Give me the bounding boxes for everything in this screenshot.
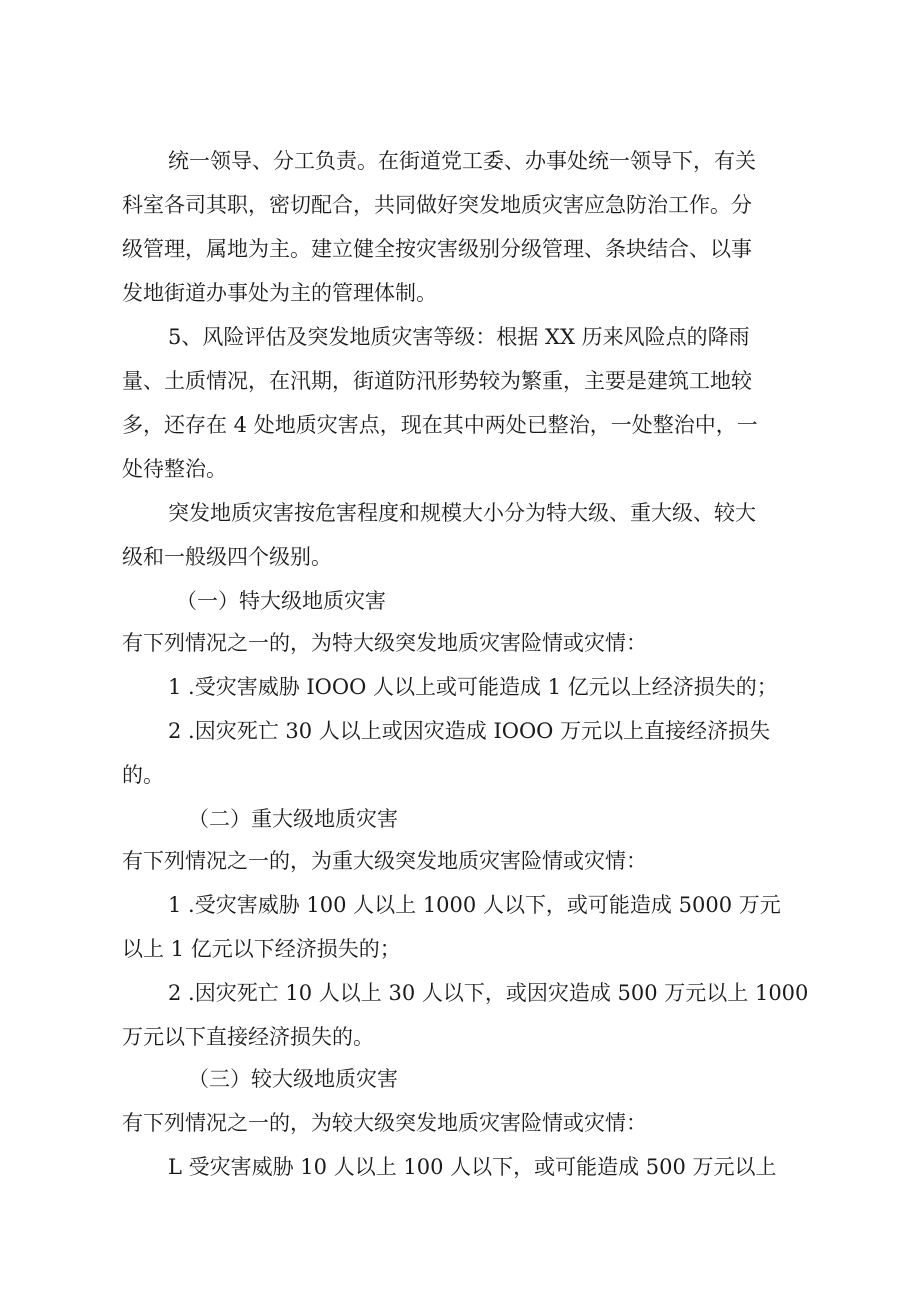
body-line-21: 万元以下直接经济损失的。: [122, 1025, 374, 1049]
body-line-19: 以上 1 亿元以下经济损失的；: [122, 937, 401, 961]
body-line-3: 级管理，属地为主。建立健全按灾害级别分级管理、条块结合、以事: [122, 237, 752, 261]
body-line-14: 2 .因灾死亡 30 人以上或因灾造成 IOOO 万元以上直接经济损失: [168, 719, 771, 743]
section-heading-1: （一）特大级地质灾害: [176, 589, 386, 613]
body-line-4: 发地街道办事处为主的管理体制。: [122, 281, 437, 305]
body-line-13: 1 .受灾害威胁 IOOO 人以上或可能造成 1 亿元以上经济损失的；: [168, 675, 778, 699]
body-line-9: 突发地质灾害按危害程度和规模大小分为特大级、重大级、较大: [168, 501, 756, 525]
body-line-20: 2 .因灾死亡 10 人以上 30 人以下，或因灾造成 500 万元以上 1000: [168, 981, 809, 1005]
body-line-12: 有下列情况之一的，为特大级突发地质灾害险情或灾情：: [122, 631, 647, 655]
body-line-8: 处待整治。: [122, 457, 227, 481]
section-heading-2: （二）重大级地质灾害: [188, 807, 398, 831]
body-line-5: 5、风险评估及突发地质灾害等级：根据 XX 历来风险点的降雨: [168, 325, 750, 349]
body-line-24: L 受灾害威胁 10 人以上 100 人以下，或可能造成 500 万元以上: [168, 1155, 777, 1179]
body-line-10: 级和一般级四个级别。: [122, 545, 332, 569]
body-line-1: 统一领导、分工负责。在街道党工委、办事处统一领导下，有关: [168, 149, 756, 173]
body-line-23: 有下列情况之一的，为较大级突发地质灾害险情或灾情：: [122, 1111, 647, 1135]
body-line-17: 有下列情况之一的，为重大级突发地质灾害险情或灾情：: [122, 849, 647, 873]
body-line-6: 量、土质情况，在汛期，街道防汛形势较为繁重，主要是建筑工地较: [122, 369, 752, 393]
section-heading-3: （三）较大级地质灾害: [188, 1067, 398, 1091]
body-line-15: 的。: [122, 763, 164, 787]
body-line-7: 多，还存在 4 处地质灾害点，现在其中两处已整治，一处整治中，一: [122, 413, 758, 437]
body-line-2: 科室各司其职，密切配合，共同做好突发地质灾害应急防治工作。分: [122, 193, 752, 217]
body-line-18: 1 .受灾害威胁 100 人以上 1000 人以下，或可能造成 5000 万元: [168, 893, 781, 917]
